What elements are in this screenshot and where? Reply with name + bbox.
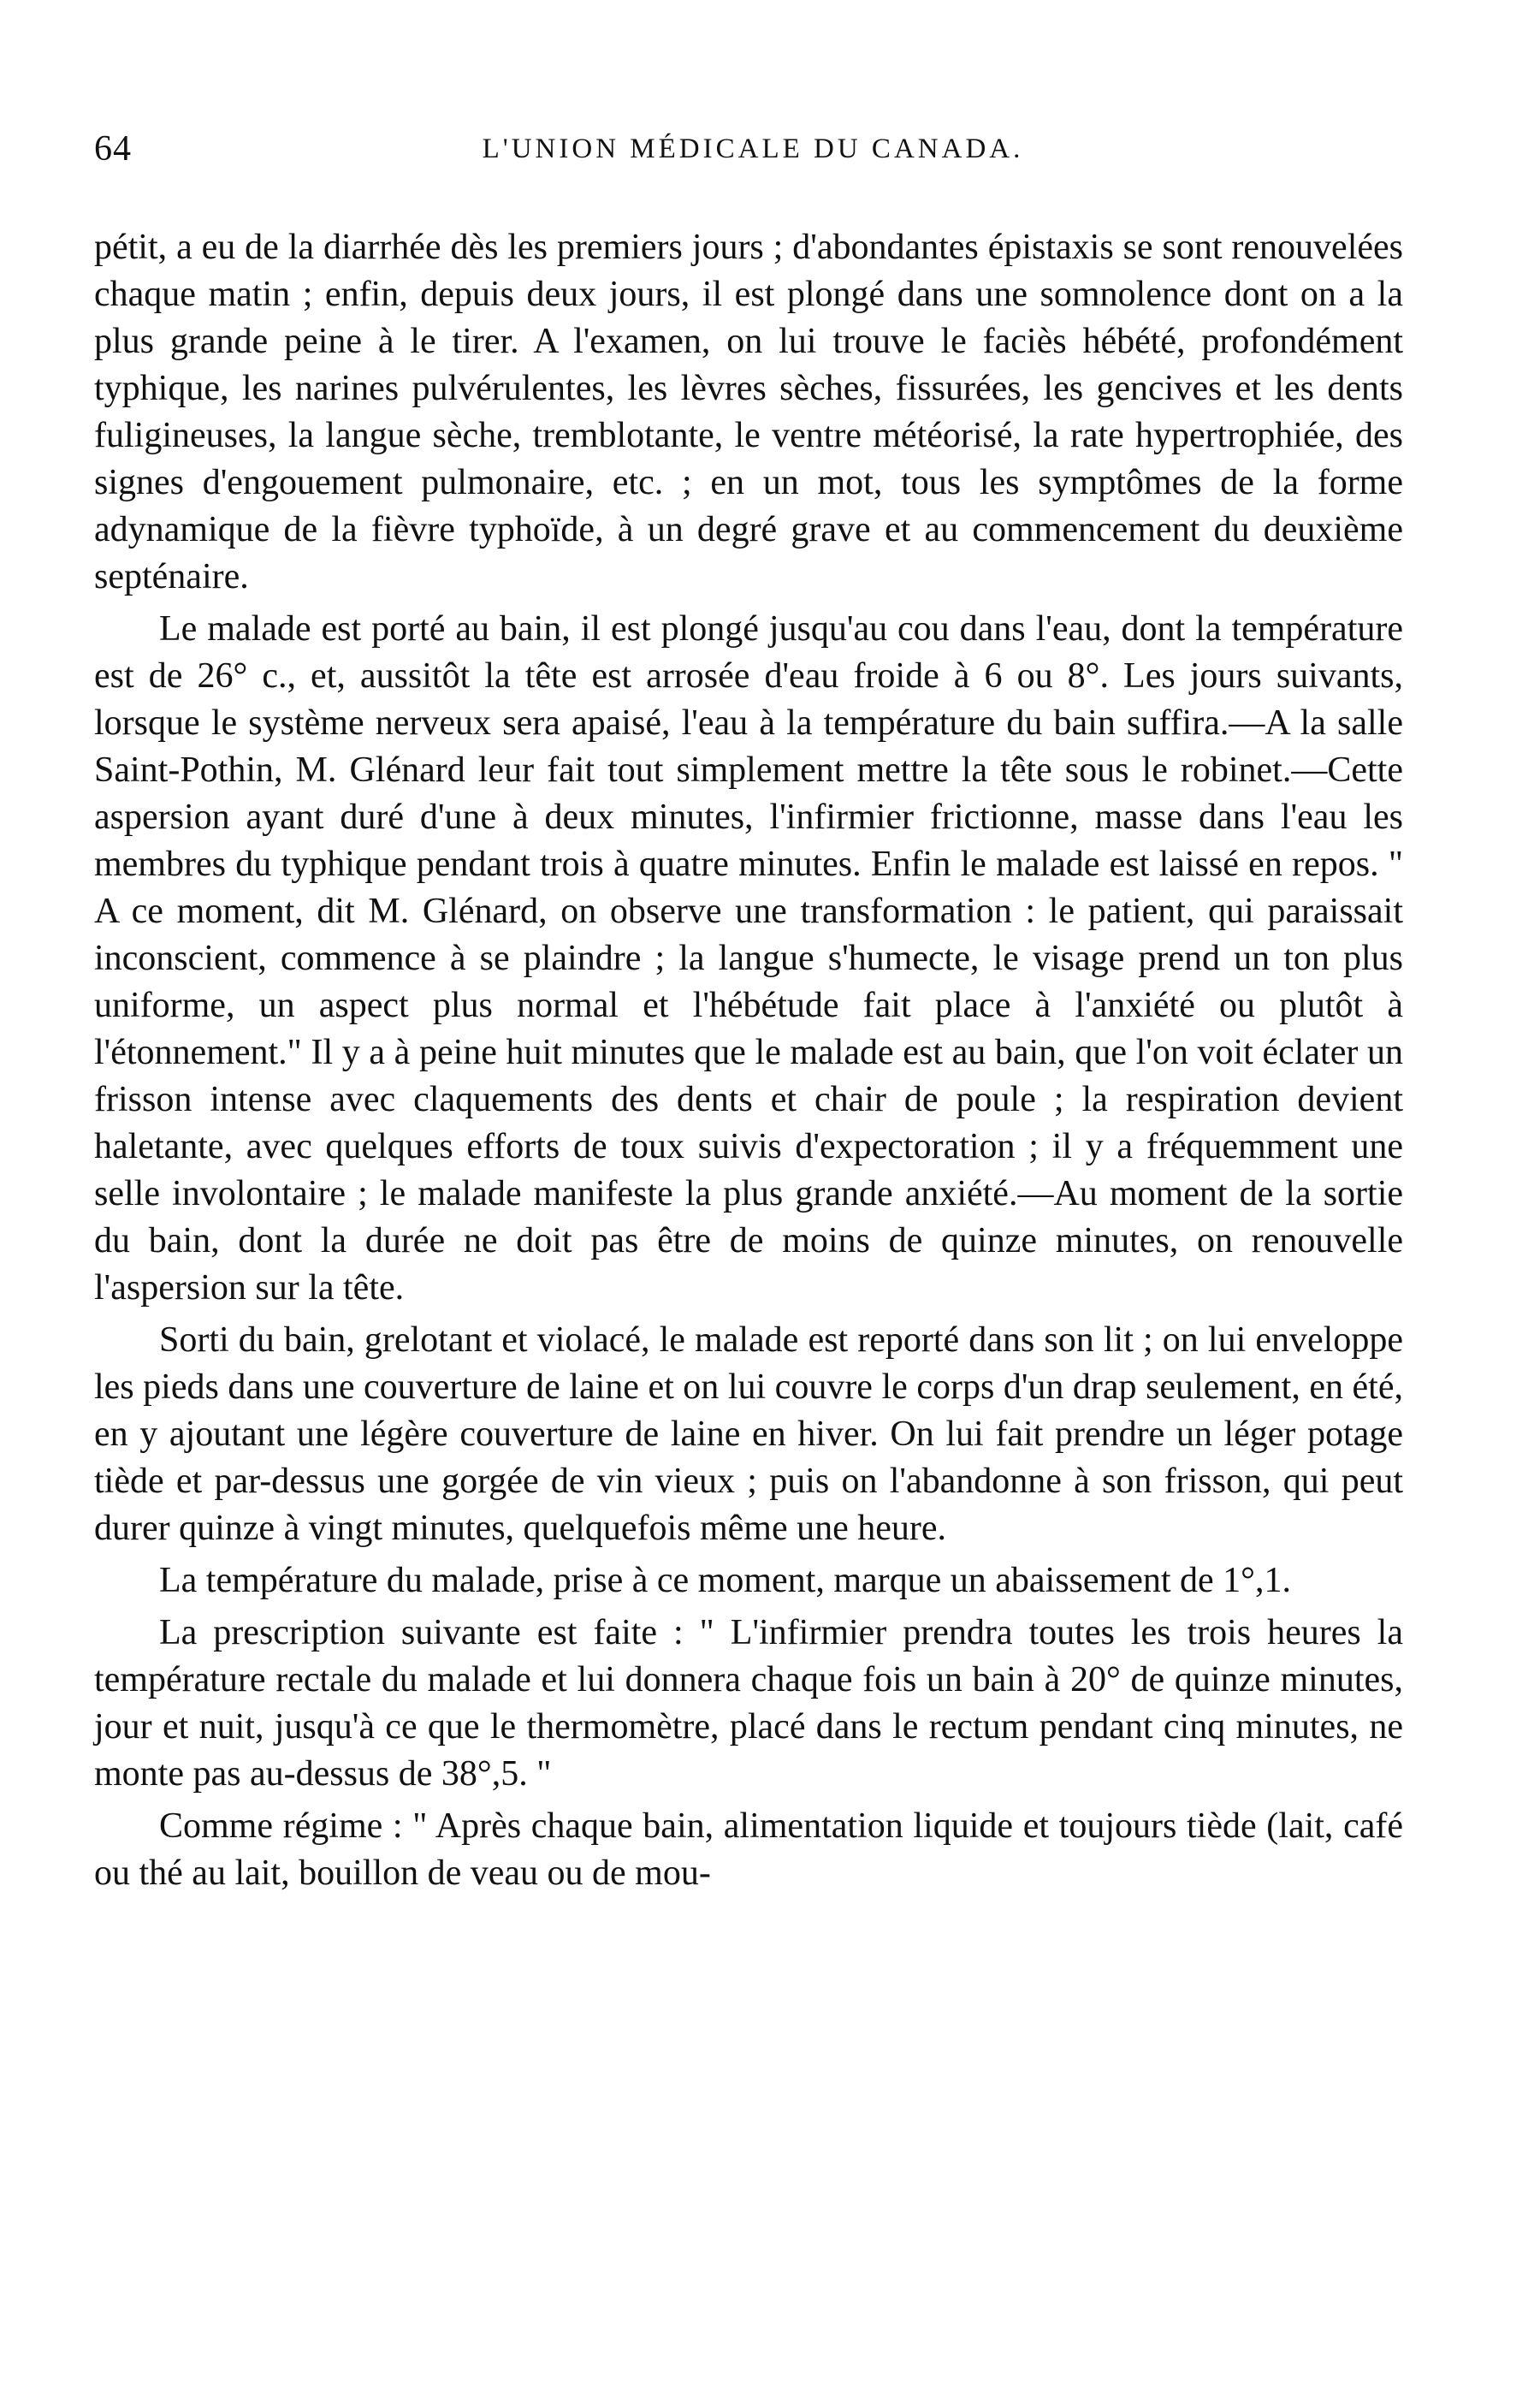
- running-title: L'UNION MÉDICALE DU CANADA.: [482, 133, 1024, 164]
- paragraph-temperature: La température du malade, prise à ce moment, marque un abaissement de 1°,1.: [159, 1561, 1291, 1600]
- paragraph-after-bath: Sorti du bain, grelotant et violacé, le malade est reporté dans son lit ; on lui enveloppe les pieds dans une couverture de laine et on lui couvre le corps d'un drap seulement, en été, en y ajoutant une légère couverture de laine en hiver. On lui fait prendre un léger potage tiède et par-dessus une gorgée de vin vieux ; puis on l'abandonne à son frisson, qui peut durer quinze à vingt minutes, quelquefois même une heure.: [94, 1320, 1403, 1548]
- page-number: 64: [94, 129, 132, 169]
- body-text: [94, 224, 1403, 1902]
- page-header: [94, 128, 1412, 180]
- paragraph-bath-procedure: Le malade est porté au bain, il est plongé jusqu'au cou dans l'eau, dont la température est de 26° c., et, aussitôt la tête est arrosée d'eau froide à 6 ou 8°. Les jours suivants, lorsque le système nerveux sera apaisé, l'eau à la température du bain suffira.—A la salle Saint-Pothin, M. Glénard leur fait tout simplement mettre la tête sous le robinet.—Cette aspersion ayant duré d'une à deux minutes, l'infirmier frictionne, masse dans l'eau les membres du typhique pendant trois à quatre minutes. Enfin le malade est laissé en repos. " A ce moment, dit M. Glénard, on observe une transformation : le patient, qui paraissait inconscient, commence à se plaindre ; la langue s'humecte, le visage prend un ton plus uniforme, un aspect plus normal et l'hébétude fait place à l'anxiété ou plutôt à l'étonnement." Il y a à peine huit minutes que le malade est au bain, que l'on voit éclater un frisson intense avec claquements des dents et chair de poule ; la respiration devient haletante, avec quelques efforts de toux suivis d'expectoration ; il y a fréquemment une selle involontaire ; le malade manifeste la plus grande anxiété.—Au moment de la sortie du bain, dont la durée ne doit pas être de moins de quinze minutes, on renouvelle l'aspersion sur la tête.: [94, 609, 1403, 1308]
- paragraph-case-description: pétit, a eu de la diarrhée dès les premiers jours ; d'abondantes épistaxis se sont renouvelées chaque matin ; enfin, depuis deux jours, il est plongé dans une somnolence dont on a la plus grande peine à le tirer. A l'examen, on lui trouve le faciès hébété, profondément typhique, les narines pulvérulentes, les lèvres sèches, fissurées, les gencives et les dents fuligineuses, la langue sèche, tremblotante, le ventre météorisé, la rate hypertrophiée, des signes d'engouement pulmonaire, etc. ; en un mot, tous les symptômes de la forme adynamique de la fièvre typhoïde, à un degré grave et au commencement du deuxième septénaire.: [94, 228, 1403, 596]
- paragraph-diet: Comme régime : " Après chaque bain, alimentation liquide et toujours tiède (lait, café ou thé au lait, bouillon de veau ou de mou-: [94, 1806, 1403, 1893]
- paragraph-prescription: La prescription suivante est faite : " L'infirmier prendra toutes les trois heures la température rectale du malade et lui donnera chaque fois un bain à 20° de quinze minutes, jour et nuit, jusqu'à ce que le thermomètre, placé dans le rectum pendant cinq minutes, ne monte pas au-dessus de 38°,5. ": [94, 1613, 1403, 1794]
